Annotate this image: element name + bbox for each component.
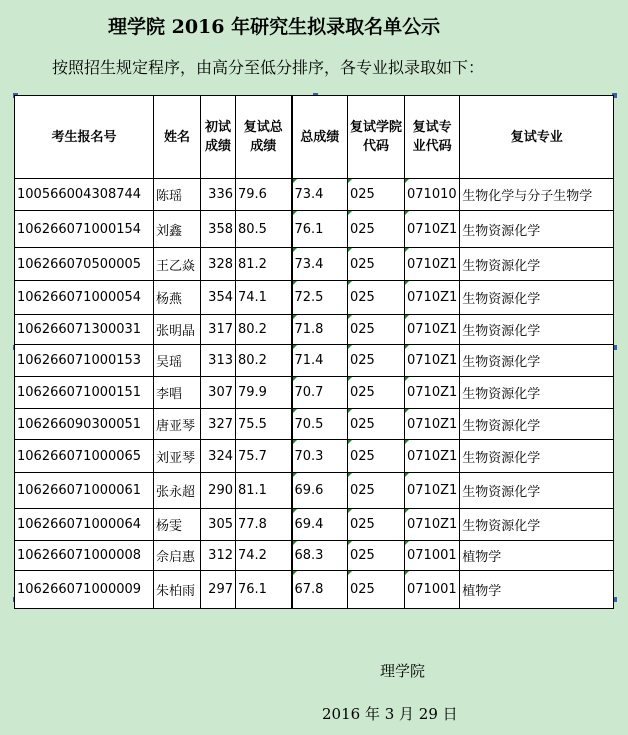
cell-retest-score: 80.2 — [236, 345, 292, 377]
cell-registration-no: 106266071300031 — [15, 315, 154, 345]
cell-major-code: 071010 — [405, 179, 460, 211]
cell-major-code: 071001 — [405, 571, 460, 609]
footer-organization: 理学院 — [380, 662, 426, 680]
cell-major-code: 0710Z1 — [405, 345, 460, 377]
cell-major: 植物学 — [460, 571, 614, 609]
cell-college-code: 025 — [348, 571, 405, 609]
cell-name: 张永超 — [154, 473, 201, 509]
cell-major: 生物资源化学 — [460, 248, 614, 281]
cell-name: 王乙焱 — [154, 248, 201, 281]
header-cell: 总成绩 — [292, 96, 348, 179]
table-row — [15, 179, 614, 211]
cell-college-code: 025 — [348, 377, 405, 409]
cell-initial-score: 307 — [201, 377, 236, 409]
cell-initial-score: 354 — [201, 281, 236, 315]
cell-total-score: 69.6 — [292, 473, 348, 509]
cell-registration-no: 106266071000061 — [15, 473, 154, 509]
cell-major: 生物资源化学 — [460, 315, 614, 345]
table-row — [15, 409, 614, 440]
cell-major-code: 0710Z1 — [405, 509, 460, 541]
cell-initial-score: 297 — [201, 571, 236, 609]
cell-registration-no: 106266071000054 — [15, 281, 154, 315]
cell-initial-score: 312 — [201, 541, 236, 571]
cell-retest-score: 79.6 — [236, 179, 292, 211]
cell-initial-score: 336 — [201, 179, 236, 211]
cell-total-score: 73.4 — [292, 248, 348, 281]
cell-registration-no: 106266071000153 — [15, 345, 154, 377]
cell-initial-score: 317 — [201, 315, 236, 345]
page-title: 理学院 2016 年研究生拟录取名单公示 — [108, 16, 441, 38]
cell-retest-score: 74.1 — [236, 281, 292, 315]
cell-name: 刘亚琴 — [154, 440, 201, 473]
cell-registration-no: 106266071000065 — [15, 440, 154, 473]
table-row — [15, 345, 614, 377]
cell-college-code: 025 — [348, 345, 405, 377]
cell-initial-score: 328 — [201, 248, 236, 281]
table-row — [15, 248, 614, 281]
cell-total-score: 70.3 — [292, 440, 348, 473]
table-row — [15, 211, 614, 248]
table-row — [15, 281, 614, 315]
header-cell: 复试专业代码 — [405, 96, 460, 179]
cell-total-score: 71.4 — [292, 345, 348, 377]
cell-retest-score: 80.2 — [236, 315, 292, 345]
cell-major: 生物化学与分子生物学 — [460, 179, 614, 211]
cell-registration-no: 106266071000008 — [15, 541, 154, 571]
cell-college-code: 025 — [348, 211, 405, 248]
header-cell: 复试总成绩 — [236, 96, 292, 179]
cell-name: 吴瑶 — [154, 345, 201, 377]
cell-name: 张明晶 — [154, 315, 201, 345]
cell-total-score: 70.5 — [292, 409, 348, 440]
cell-major: 生物资源化学 — [460, 409, 614, 440]
header-cell: 复试学院代码 — [348, 96, 405, 179]
cell-retest-score: 75.5 — [236, 409, 292, 440]
cell-major-code: 0710Z1 — [405, 281, 460, 315]
cell-major: 生物资源化学 — [460, 473, 614, 509]
header-cell: 姓名 — [154, 96, 201, 179]
cell-major-code: 0710Z1 — [405, 248, 460, 281]
cell-major: 生物资源化学 — [460, 509, 614, 541]
cell-college-code: 025 — [348, 473, 405, 509]
cell-total-score: 68.3 — [292, 541, 348, 571]
cell-major-code: 0710Z1 — [405, 211, 460, 248]
header-cell: 考生报名号 — [15, 96, 154, 179]
header-cell: 初试成绩 — [201, 96, 236, 179]
cell-major-code: 0710Z1 — [405, 315, 460, 345]
cell-major: 生物资源化学 — [460, 211, 614, 248]
table-row — [15, 541, 614, 571]
cell-registration-no: 106266071000151 — [15, 377, 154, 409]
cell-major-code: 0710Z1 — [405, 377, 460, 409]
cell-college-code: 025 — [348, 509, 405, 541]
cell-registration-no: 106266071000154 — [15, 211, 154, 248]
cell-name: 唐亚琴 — [154, 409, 201, 440]
cell-initial-score: 305 — [201, 509, 236, 541]
table-row — [15, 440, 614, 473]
cell-college-code: 025 — [348, 315, 405, 345]
cell-registration-no: 106266090300051 — [15, 409, 154, 440]
table-row — [15, 571, 614, 609]
table-row — [15, 315, 614, 345]
cell-registration-no: 100566004308744 — [15, 179, 154, 211]
cell-college-code: 025 — [348, 541, 405, 571]
cell-total-score: 70.7 — [292, 377, 348, 409]
cell-retest-score: 76.1 — [236, 571, 292, 609]
cell-major-code: 071001 — [405, 541, 460, 571]
cell-total-score: 73.4 — [292, 179, 348, 211]
cell-registration-no: 106266070500005 — [15, 248, 154, 281]
cell-initial-score: 313 — [201, 345, 236, 377]
cell-major: 植物学 — [460, 541, 614, 571]
cell-name: 佘启惠 — [154, 541, 201, 571]
cell-name: 李唱 — [154, 377, 201, 409]
cell-college-code: 025 — [348, 179, 405, 211]
cell-retest-score: 81.2 — [236, 248, 292, 281]
cell-initial-score: 358 — [201, 211, 236, 248]
cell-retest-score: 77.8 — [236, 509, 292, 541]
table-row — [15, 377, 614, 409]
cell-college-code: 025 — [348, 409, 405, 440]
cell-college-code: 025 — [348, 440, 405, 473]
cell-major: 生物资源化学 — [460, 281, 614, 315]
cell-college-code: 025 — [348, 281, 405, 315]
cell-total-score: 71.8 — [292, 315, 348, 345]
cell-major-code: 0710Z1 — [405, 440, 460, 473]
cell-major: 生物资源化学 — [460, 440, 614, 473]
cell-name: 杨雯 — [154, 509, 201, 541]
cell-college-code: 025 — [348, 248, 405, 281]
cell-total-score: 76.1 — [292, 211, 348, 248]
cell-name: 刘鑫 — [154, 211, 201, 248]
table-row — [15, 473, 614, 509]
cell-registration-no: 106266071000064 — [15, 509, 154, 541]
cell-major-code: 0710Z1 — [405, 473, 460, 509]
cell-major-code: 0710Z1 — [405, 409, 460, 440]
table-row — [15, 509, 614, 541]
cell-retest-score: 79.9 — [236, 377, 292, 409]
cell-total-score: 69.4 — [292, 509, 348, 541]
cell-retest-score: 75.7 — [236, 440, 292, 473]
cell-major: 生物资源化学 — [460, 345, 614, 377]
cell-name: 朱柏雨 — [154, 571, 201, 609]
cell-total-score: 67.8 — [292, 571, 348, 609]
cell-total-score: 72.5 — [292, 281, 348, 315]
table-header-row — [15, 96, 614, 179]
cell-major: 生物资源化学 — [460, 377, 614, 409]
cell-name: 陈瑶 — [154, 179, 201, 211]
intro-text: 按照招生规定程序，由高分至低分排序，各专业拟录取如下： — [52, 58, 485, 77]
cell-retest-score: 81.1 — [236, 473, 292, 509]
cell-name: 杨燕 — [154, 281, 201, 315]
footer-date: 2016 年 3 月 29 日 — [322, 705, 458, 723]
header-cell: 复试专业 — [460, 96, 614, 179]
cell-registration-no: 106266071000009 — [15, 571, 154, 609]
admission-table — [14, 95, 614, 609]
cell-initial-score: 327 — [201, 409, 236, 440]
cell-initial-score: 324 — [201, 440, 236, 473]
cell-initial-score: 290 — [201, 473, 236, 509]
cell-retest-score: 80.5 — [236, 211, 292, 248]
cell-retest-score: 74.2 — [236, 541, 292, 571]
